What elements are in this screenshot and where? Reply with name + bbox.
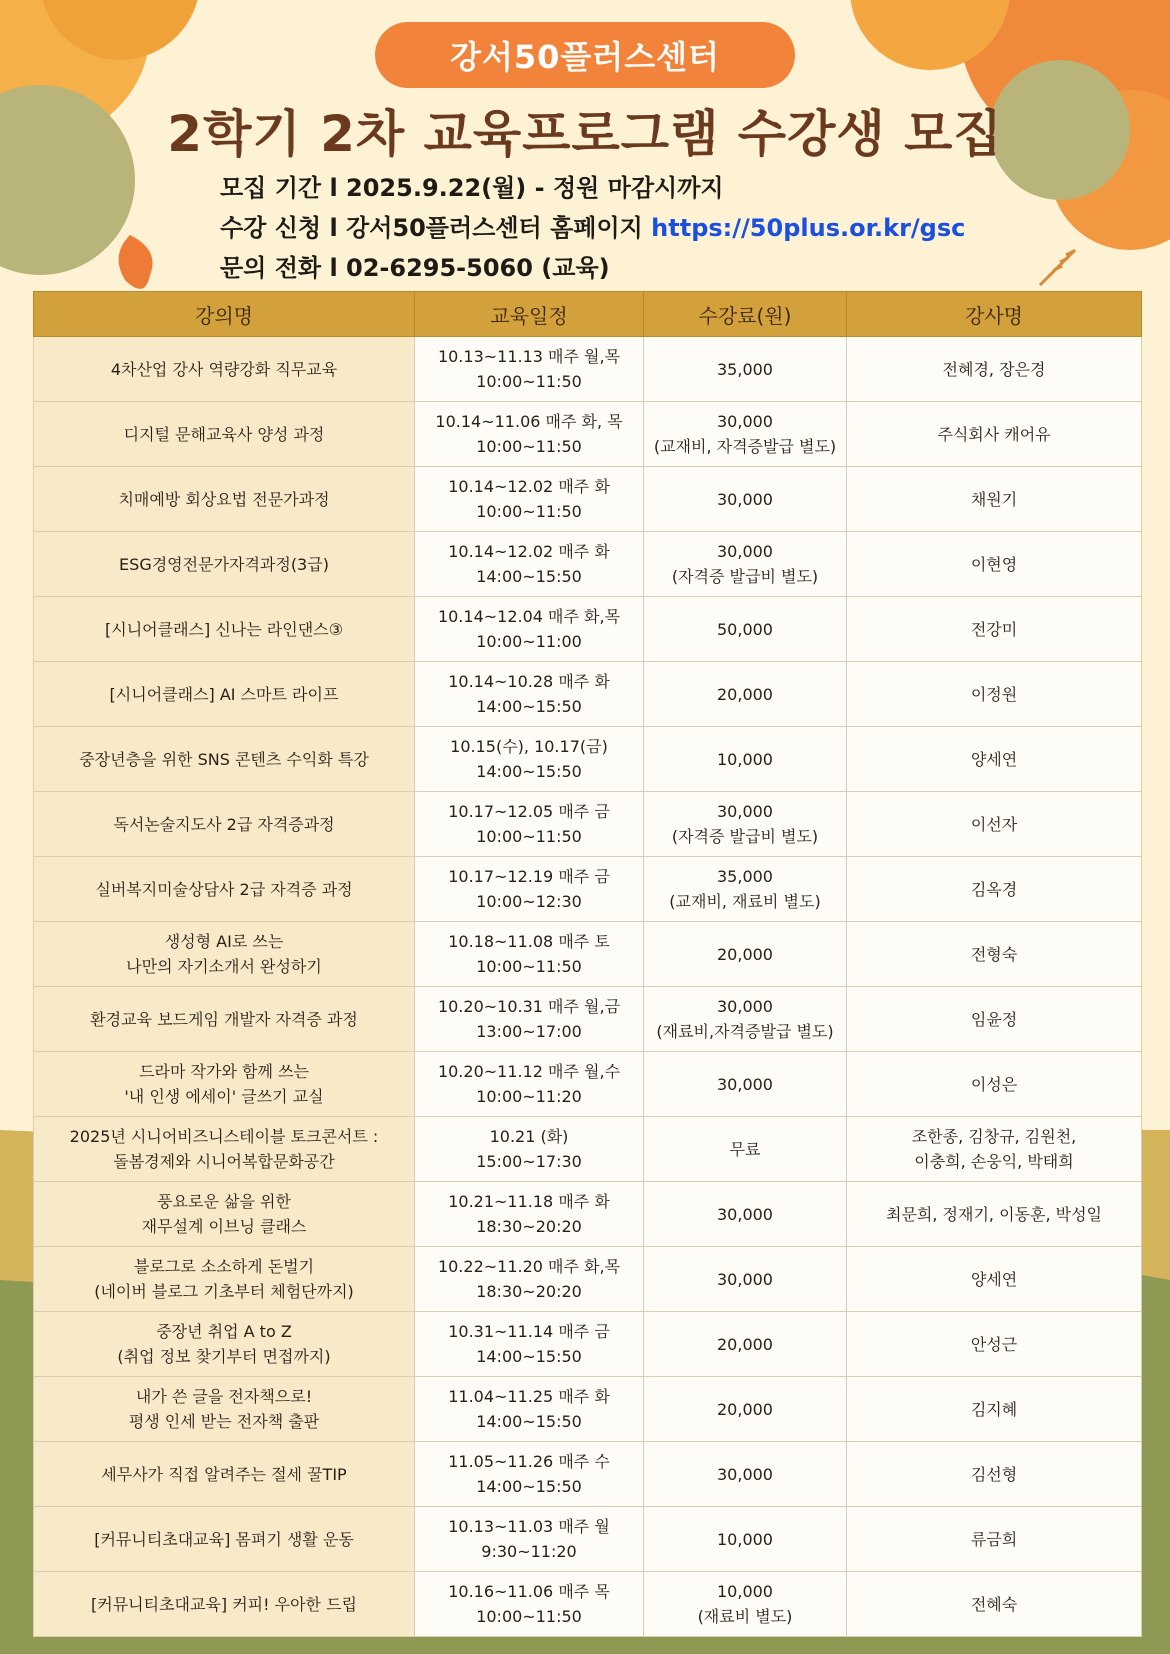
instructor-cell: 이현영 [847, 532, 1142, 597]
table-body [34, 337, 1142, 1637]
table-row [34, 1377, 1142, 1442]
table-row [34, 597, 1142, 662]
schedule-cell: 10.15(수), 10.17(금) 14:00~15:50 [415, 727, 644, 792]
schedule-cell: 10.14~12.02 매주 화 10:00~11:50 [415, 467, 644, 532]
schedule-cell: 10.21~11.18 매주 화 18:30~20:20 [415, 1182, 644, 1247]
fee-cell: 30,000 [644, 1442, 847, 1507]
apply-info [220, 208, 965, 248]
homepage-link[interactable]: https://50plus.or.kr/gsc [651, 214, 966, 242]
table-row [34, 1117, 1142, 1182]
course-cell: 독서논술지도사 2급 자격증과정 [34, 792, 415, 857]
column-header-course: 강의명 [34, 292, 415, 337]
table-header-row [34, 292, 1142, 337]
schedule-cell: 10.14~11.06 매주 화, 목 10:00~11:50 [415, 402, 644, 467]
schedule-cell: 10.13~11.03 매주 월 9:30~11:20 [415, 1507, 644, 1572]
schedule-cell: 11.05~11.26 매주 수 14:00~15:50 [415, 1442, 644, 1507]
column-header-fee: 수강료(원) [644, 292, 847, 337]
fee-cell: 30,000 (재료비,자격증발급 별도) [644, 987, 847, 1052]
table-row [34, 1442, 1142, 1507]
table-row [34, 727, 1142, 792]
fee-cell: 10,000 [644, 727, 847, 792]
table-row [34, 662, 1142, 727]
fee-cell: 10,000 [644, 1507, 847, 1572]
table-row [34, 1052, 1142, 1117]
table-row [34, 467, 1142, 532]
instructor-cell: 전형숙 [847, 922, 1142, 987]
table-row [34, 1247, 1142, 1312]
schedule-cell: 10.17~12.05 매주 금 10:00~11:50 [415, 792, 644, 857]
table-row [34, 857, 1142, 922]
course-cell: 내가 쓴 글을 전자책으로! 평생 인세 받는 전자책 출판 [34, 1377, 415, 1442]
fee-cell: 20,000 [644, 1312, 847, 1377]
course-cell: ESG경영전문가자격과정(3급) [34, 532, 415, 597]
instructor-cell: 김선형 [847, 1442, 1142, 1507]
instructor-cell: 전강미 [847, 597, 1142, 662]
schedule-cell: 10.21 (화) 15:00~17:30 [415, 1117, 644, 1182]
course-cell: [커뮤니티초대교육] 몸펴기 생활 운동 [34, 1507, 415, 1572]
schedule-cell: 10.16~11.06 매주 목 10:00~11:50 [415, 1572, 644, 1637]
table-row [34, 1312, 1142, 1377]
fee-cell: 무료 [644, 1117, 847, 1182]
schedule-cell: 10.18~11.08 매주 토 10:00~11:50 [415, 922, 644, 987]
recruit-period: 모집 기간 l 2025.9.22(월) - 정원 마감시까지 [220, 174, 724, 202]
course-cell: 환경교육 보드게임 개발자 자격증 과정 [34, 987, 415, 1052]
course-cell: [커뮤니티초대교육] 커피! 우아한 드립 [34, 1572, 415, 1637]
schedule-cell: 10.14~12.02 매주 화 14:00~15:50 [415, 532, 644, 597]
schedule-cell: 10.17~12.19 매주 금 10:00~12:30 [415, 857, 644, 922]
instructor-cell: 김옥경 [847, 857, 1142, 922]
fee-cell: 30,000 [644, 1052, 847, 1117]
schedule-cell: 11.04~11.25 매주 화 14:00~15:50 [415, 1377, 644, 1442]
center-name-badge: 강서50플러스센터 [375, 22, 795, 88]
table-row [34, 1572, 1142, 1637]
fee-cell: 20,000 [644, 1377, 847, 1442]
schedule-cell: 10.20~10.31 매주 월,금 13:00~17:00 [415, 987, 644, 1052]
instructor-cell: 안성근 [847, 1312, 1142, 1377]
fee-cell: 30,000 (교재비, 자격증발급 별도) [644, 402, 847, 467]
course-cell: 실버복지미술상담사 2급 자격증 과정 [34, 857, 415, 922]
fee-cell: 20,000 [644, 662, 847, 727]
apply-label: 수강 신청 l 강서50플러스센터 홈페이지 [220, 214, 652, 242]
instructor-cell: 임윤정 [847, 987, 1142, 1052]
course-cell: 풍요로운 삶을 위한 재무설계 이브닝 클래스 [34, 1182, 415, 1247]
course-cell: 세무사가 직접 알려주는 절세 꿀TIP [34, 1442, 415, 1507]
instructor-cell: 김지혜 [847, 1377, 1142, 1442]
instructor-cell: 최문희, 정재기, 이동훈, 박성일 [847, 1182, 1142, 1247]
instructor-cell: 전혜숙 [847, 1572, 1142, 1637]
instructor-cell: 채원기 [847, 467, 1142, 532]
fee-cell: 10,000 (재료비 별도) [644, 1572, 847, 1637]
fee-cell: 30,000 (자격증 발급비 별도) [644, 792, 847, 857]
course-cell: 블로그로 소소하게 돈벌기 (네이버 블로그 기초부터 체험단까지) [34, 1247, 415, 1312]
info-block [220, 168, 965, 288]
schedule-cell: 10.20~11.12 매주 월,수 10:00~11:20 [415, 1052, 644, 1117]
course-cell: 디지털 문해교육사 양성 과정 [34, 402, 415, 467]
table-row [34, 792, 1142, 857]
instructor-cell: 양세연 [847, 727, 1142, 792]
table-row [34, 987, 1142, 1052]
course-cell: 중장년 취업 A to Z (취업 정보 찾기부터 면접까지) [34, 1312, 415, 1377]
course-cell: [시니어클래스] AI 스마트 라이프 [34, 662, 415, 727]
course-cell: 치매예방 회상요법 전문가과정 [34, 467, 415, 532]
program-table [33, 291, 1142, 1637]
table-row [34, 402, 1142, 467]
instructor-cell: 이선자 [847, 792, 1142, 857]
page-title: 2학기 2차 교육프로그램 수강생 모집 [167, 105, 1003, 163]
course-cell: [시니어클래스] 신나는 라인댄스③ [34, 597, 415, 662]
fee-cell: 20,000 [644, 922, 847, 987]
column-header-schedule: 교육일정 [415, 292, 644, 337]
fee-cell: 30,000 [644, 1247, 847, 1312]
course-cell: 4차산업 강사 역량강화 직무교육 [34, 337, 415, 402]
table-row [34, 922, 1142, 987]
course-cell: 2025년 시니어비즈니스테이블 토크콘서트 : 돌봄경제와 시니어복합문화공간 [34, 1117, 415, 1182]
fee-cell: 50,000 [644, 597, 847, 662]
fee-cell: 35,000 [644, 337, 847, 402]
schedule-cell: 10.22~11.20 매주 화,목 18:30~20:20 [415, 1247, 644, 1312]
table-row [34, 532, 1142, 597]
instructor-cell: 이정원 [847, 662, 1142, 727]
schedule-cell: 10.31~11.14 매주 금 14:00~15:50 [415, 1312, 644, 1377]
instructor-cell: 전혜경, 장은경 [847, 337, 1142, 402]
instructor-cell: 주식회사 캐어유 [847, 402, 1142, 467]
table-row [34, 337, 1142, 402]
instructor-cell: 이성은 [847, 1052, 1142, 1117]
course-cell: 생성형 AI로 쓰는 나만의 자기소개서 완성하기 [34, 922, 415, 987]
course-cell: 드라마 작가와 함께 쓰는 '내 인생 에세이' 글쓰기 교실 [34, 1052, 415, 1117]
instructor-cell: 류금희 [847, 1507, 1142, 1572]
schedule-cell: 10.13~11.13 매주 월,목 10:00~11:50 [415, 337, 644, 402]
instructor-cell: 조한종, 김창규, 김원천, 이충희, 손웅익, 박태희 [847, 1117, 1142, 1182]
course-cell: 중장년층을 위한 SNS 콘텐츠 수익화 특강 [34, 727, 415, 792]
column-header-instructor: 강사명 [847, 292, 1142, 337]
program-table-wrap [33, 291, 1137, 1637]
fee-cell: 30,000 [644, 1182, 847, 1247]
fee-cell: 35,000 (교재비, 재료비 별도) [644, 857, 847, 922]
instructor-cell: 양세연 [847, 1247, 1142, 1312]
schedule-cell: 10.14~10.28 매주 화 14:00~15:50 [415, 662, 644, 727]
fee-cell: 30,000 (자격증 발급비 별도) [644, 532, 847, 597]
contact-phone: 문의 전화 l 02-6295-5060 (교육) [220, 254, 610, 282]
fee-cell: 30,000 [644, 467, 847, 532]
schedule-cell: 10.14~12.04 매주 화,목 10:00~11:00 [415, 597, 644, 662]
table-row [34, 1507, 1142, 1572]
table-row [34, 1182, 1142, 1247]
